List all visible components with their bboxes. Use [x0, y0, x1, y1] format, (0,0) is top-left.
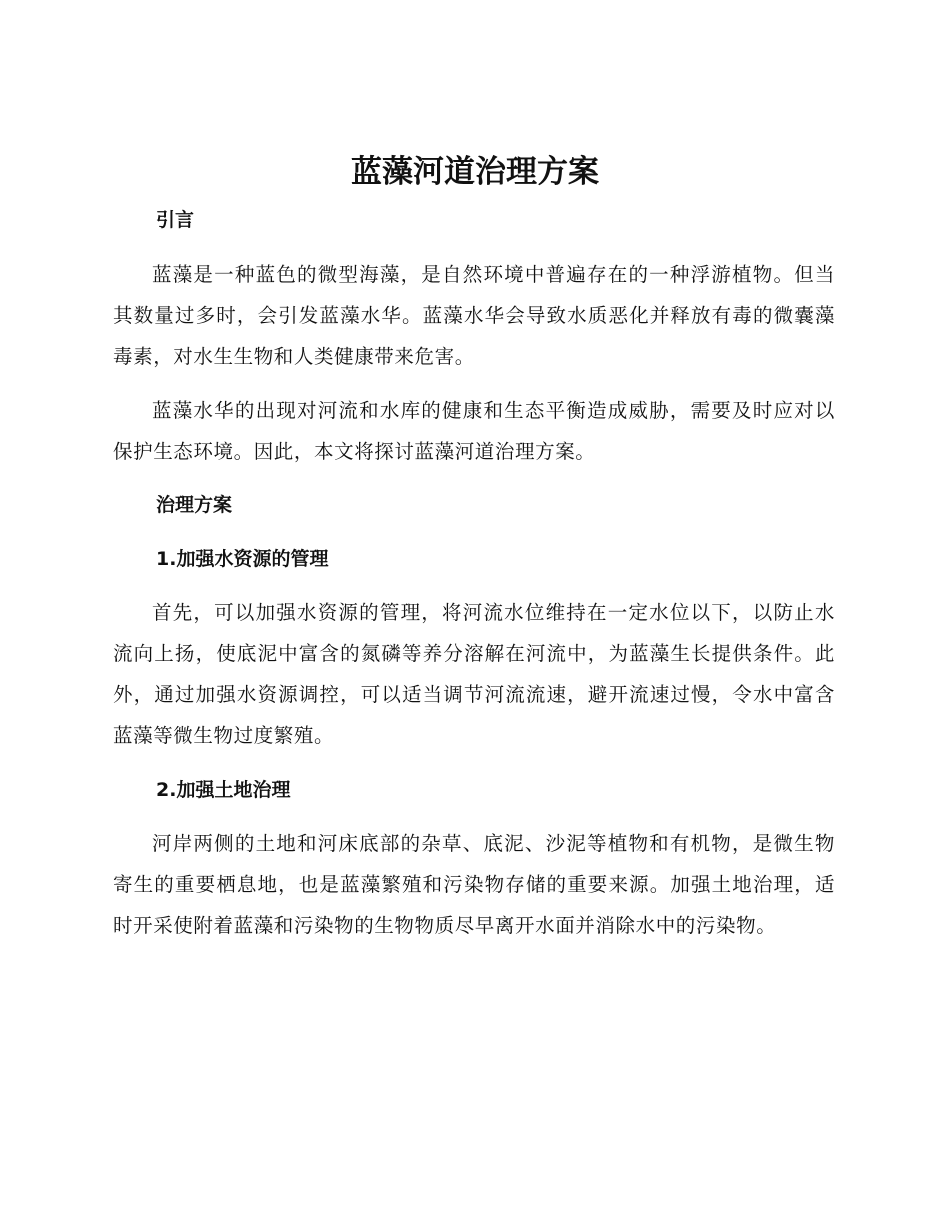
- section-heading-plan: 治理方案: [156, 494, 233, 516]
- intro-paragraph-2: 蓝藻水华的出现对河流和水库的健康和生态平衡造成威胁，需要及时应对以保护生态环境。因此，本文将探讨蓝藻河道治理方案。: [113, 399, 835, 463]
- document-body: [113, 200, 835, 946]
- document-title: 蓝藻河道治理方案: [351, 154, 599, 190]
- subsection-heading-2: 2.加强土地治理: [156, 779, 291, 801]
- plan-paragraph-1: 首先，可以加强水资源的管理，将河流水位维持在一定水位以下，以防止水流向上扬，使底泥中富含的氮磷等养分溶解在河流中，为蓝藻生长提供条件。此外，通过加强水资源调控，可以适当调节河流流速，避开流速过慢，令水中富含蓝藻等微生物过度繁殖。: [113, 601, 835, 747]
- section-heading-intro: 引言: [156, 209, 195, 231]
- plan-paragraph-2: 河岸两侧的土地和河床底部的杂草、底泥、沙泥等植物和有机物，是微生物寄生的重要栖息地，也是蓝藻繁殖和污染物存储的重要来源。加强土地治理，适时开采使附着蓝藻和污染物的生物物质尽早离开水面并消除水中的污染物。: [113, 832, 835, 937]
- subsection-heading-1: 1.加强水资源的管理: [156, 548, 329, 570]
- intro-paragraph-1: 蓝藻是一种蓝色的微型海藻，是自然环境中普遍存在的一种浮游植物。但当其数量过多时，会引发蓝藻水华。蓝藻水华会导致水质恶化并释放有毒的微囊藻毒素，对水生生物和人类健康带来危害。: [113, 263, 835, 368]
